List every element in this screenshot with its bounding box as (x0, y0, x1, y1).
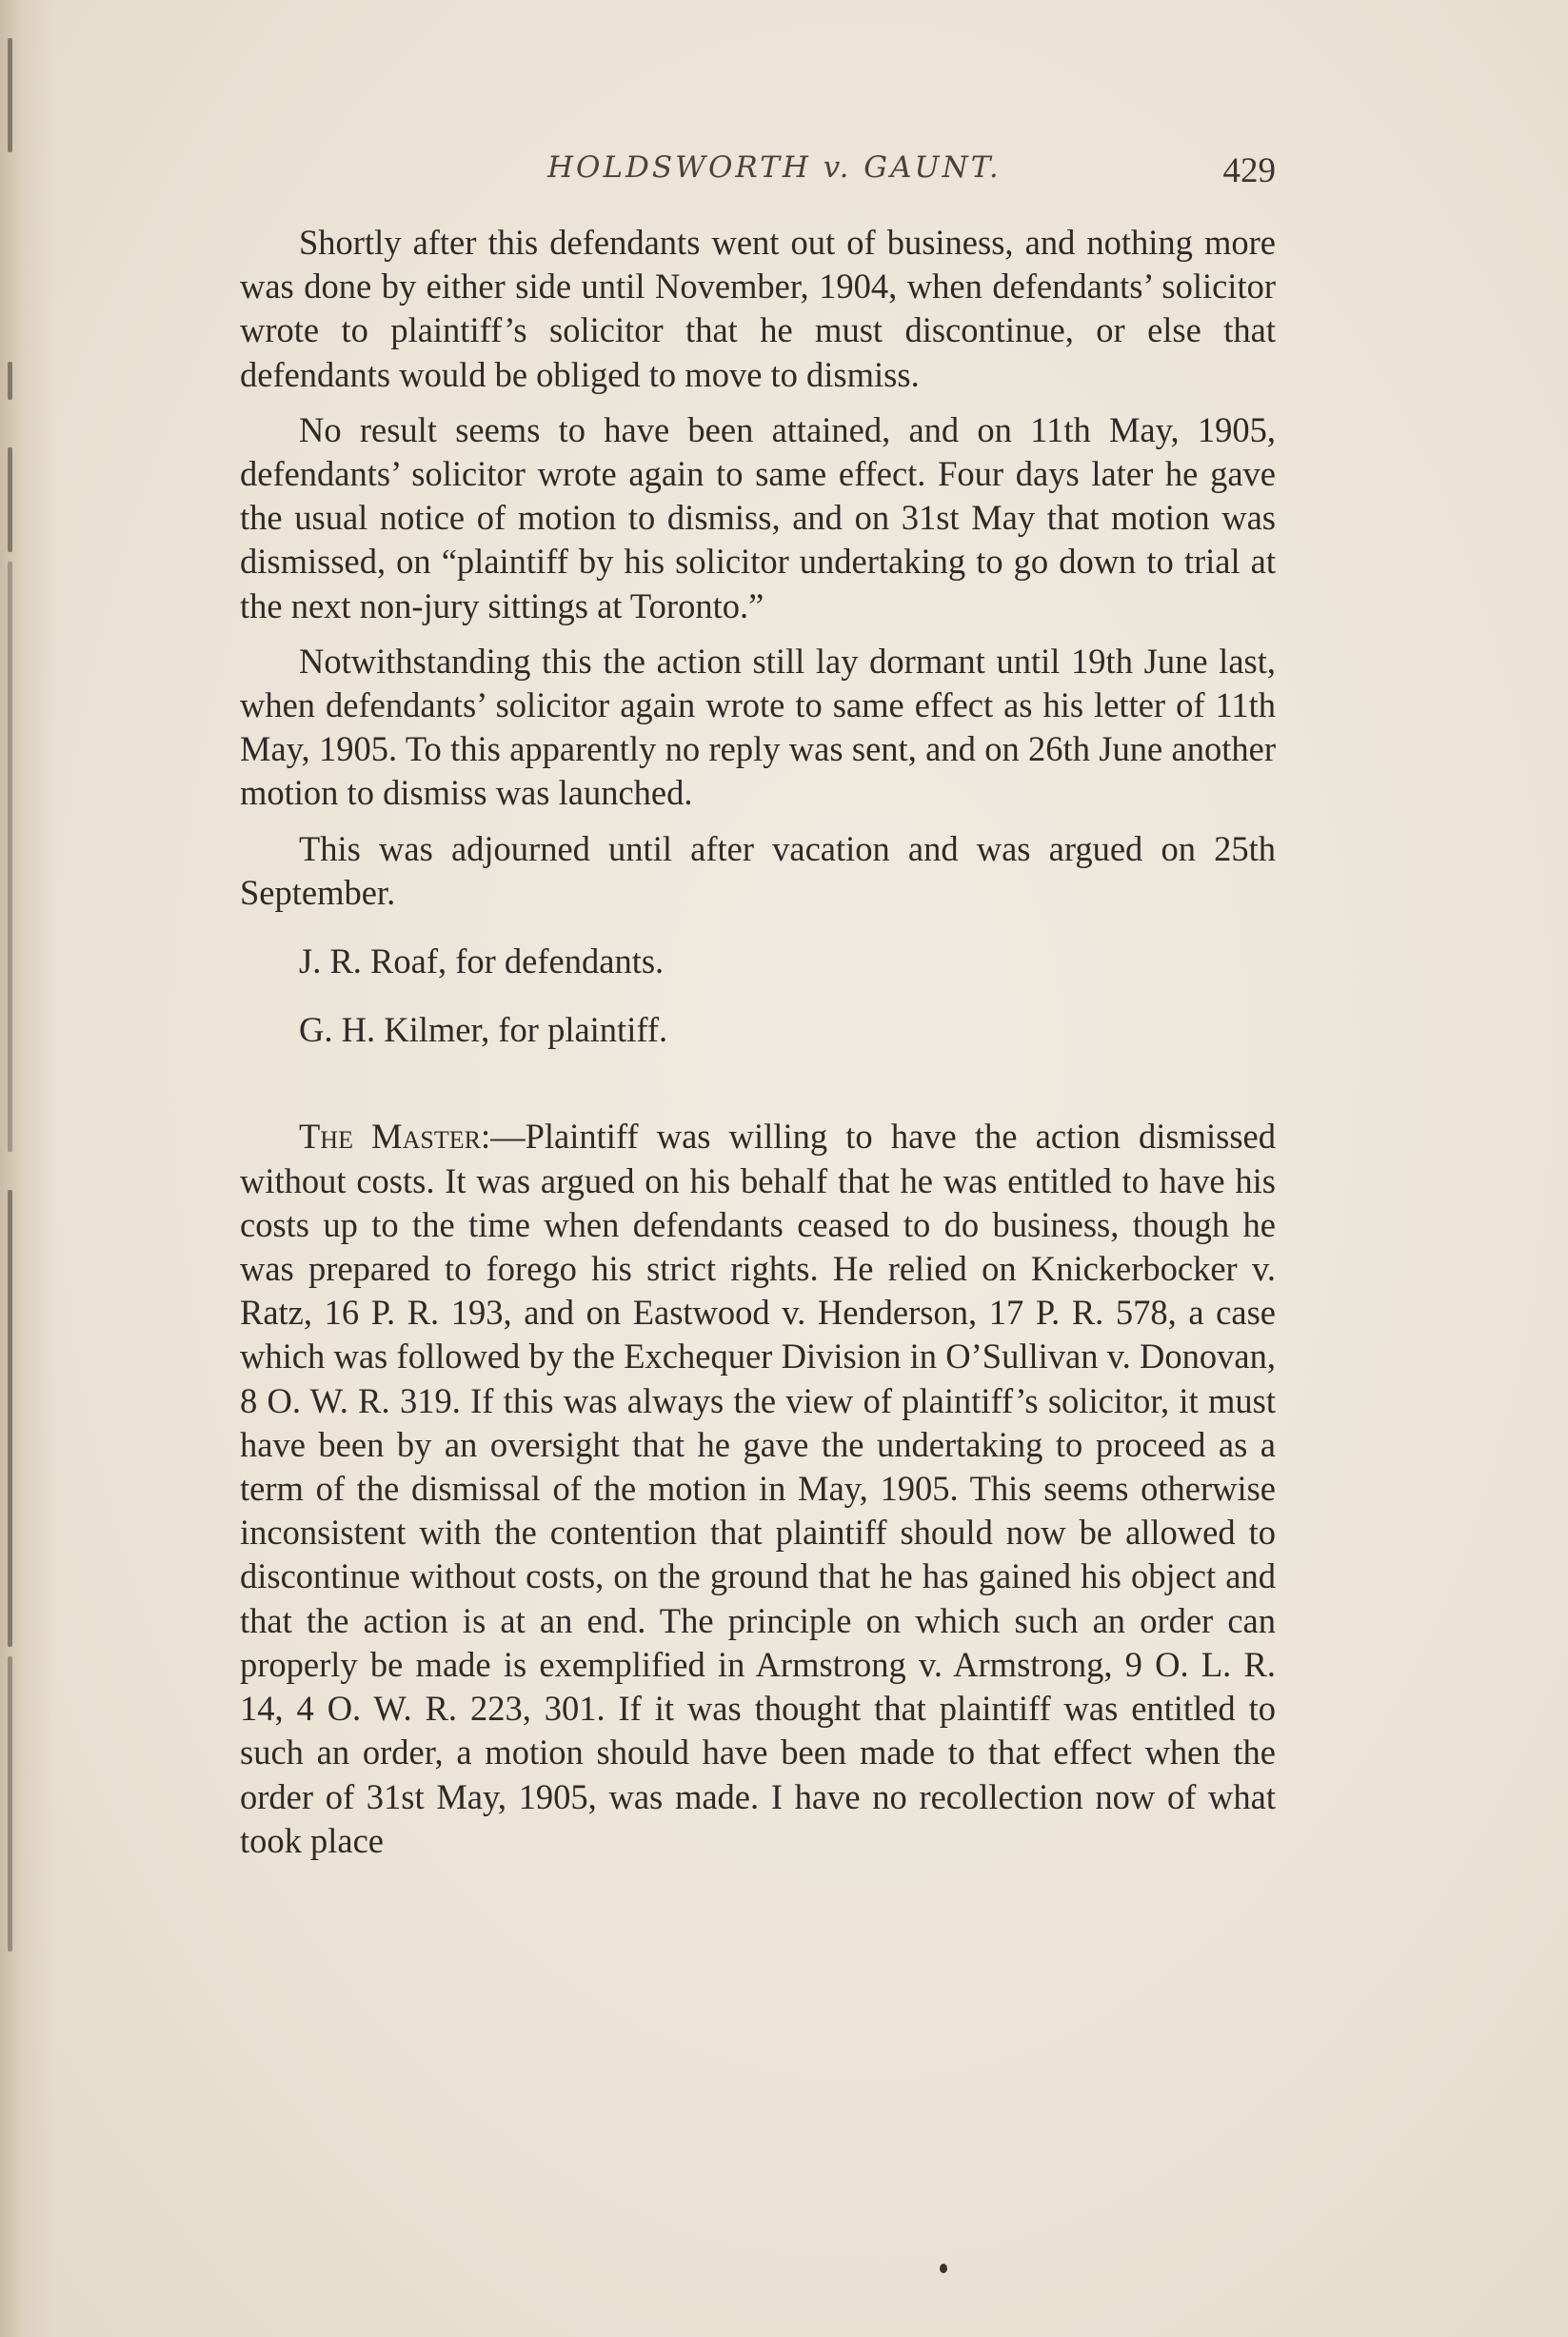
paragraph: Notwithstanding this the action still lay dormant until 19th June last, when defendants’ solicitor again wrote to same effect as his letter of 11th May, 1905. To this apparently no reply was sent, and on 26th June another motion to dismiss was launched. (240, 641, 1276, 813)
counsel-line-defendants: J. R. Roaf, for defendants. (299, 941, 665, 981)
running-head: HOLDSWORTH v. GAUNT. (547, 150, 1002, 185)
speaker-label: The Master (299, 1117, 481, 1157)
body-text (240, 221, 1276, 1863)
binding-shadow (0, 0, 57, 2337)
page-header (238, 141, 1276, 198)
binding-mark (8, 1190, 12, 1647)
page-number: 429 (1222, 151, 1276, 190)
paragraph: This was adjourned until after vacation and was argued on 25th September. (240, 828, 1276, 912)
binding-mark (8, 362, 12, 400)
counsel-line-plaintiff: G. H. Kilmer, for plaintiff. (299, 1010, 668, 1050)
paragraph: Shortly after this defendants went out of business, and nothing more was done by either side until November, 1904, when defendants’ solicitor wrote to plaintiff’s solicitor that he must discontinue, or else that defendants would be obliged to move to dismiss. (240, 223, 1276, 394)
binding-mark (8, 562, 12, 1152)
paragraph: No result seems to have been attained, and on 11th May, 1905, defendants’ solicitor wrote again to same effect. Four days later he gave the usual notice of motion to dismiss, and on 31st May that motion was dismissed, on “plaintiff by his solicitor undertaking to go down to trial at the next non-jury sittings at Toronto.” (240, 409, 1276, 625)
binding-mark (8, 38, 12, 152)
ink-speck (940, 2264, 947, 2273)
judgment-text: :—Plaintiff was willing to have the action dismissed without costs. It was argued on his behalf that he was entitled to have his costs up to the time when defendants ceased to do business, though he was prepared to forego his strict rights. He relied on Knickerbocker v. Ratz, 16 P. R. 193, and on Eastwood v. Henderson, 17 P. R. 578, a case which was followed by the Exchequer Division in O’Sullivan v. Donovan, 8 O. W. R. 319. If this was always the view of plaintiff’s solicitor, it must have been by an oversight that he gave the undertaking to proceed as a term of the dismissal of the motion in May, 1905. This seems otherwise inconsistent with the contention that plaintiff should now be allowed to discontinue without costs, on the ground that he has gained his object and that the action is at an end. The principle on which such an order can properly be made is exemplified in Armstrong v. Armstrong, 9 O. L. R. 14, 4 O. W. R. 223, 301. If it was thought that plaintiff was entitled to such an order, a motion should have been made to that effect when the order of 31st May, 1905, was made. I have no recollection now of what took place (240, 1117, 1277, 1860)
binding-mark (8, 447, 12, 552)
judgment-paragraph (240, 1115, 1276, 1862)
binding-mark (8, 1656, 12, 1951)
